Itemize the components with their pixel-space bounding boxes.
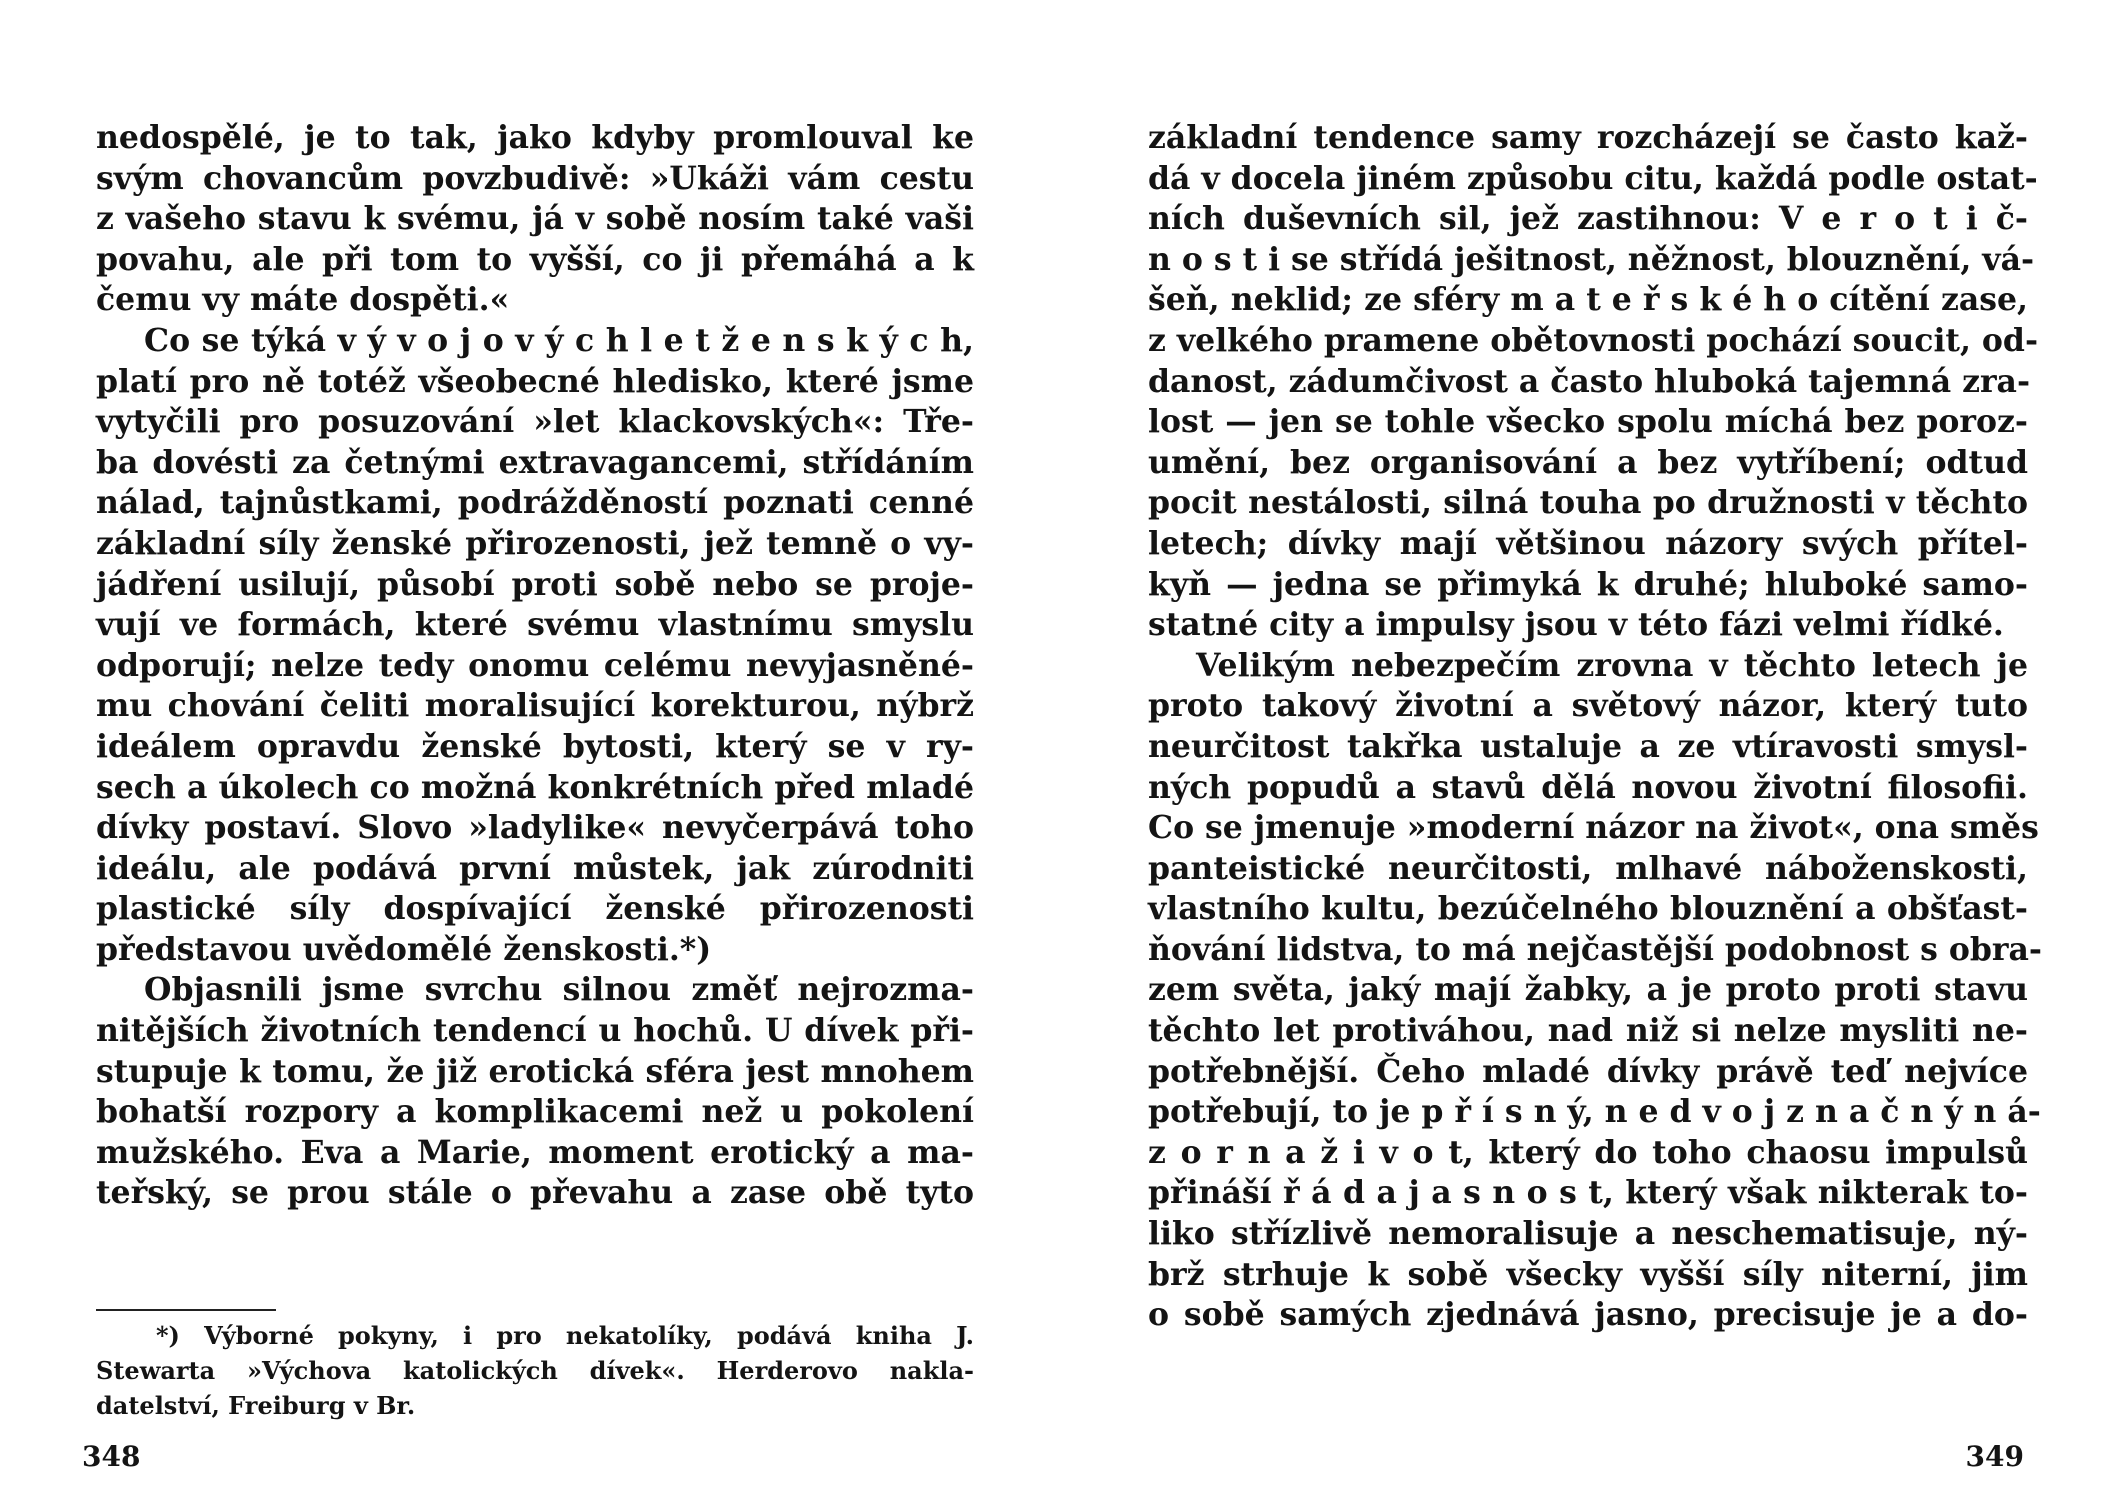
text-line: jádření usilují, působí proti sobě nebo se proje-: [96, 565, 974, 603]
text-line: čemu vy máte dospěti.«: [96, 281, 510, 319]
text-line: platí pro ně totéž všeobecné hledisko, které jsme: [96, 362, 974, 400]
text-line: představou uvědomělé ženskosti.*): [96, 930, 712, 968]
text-line: sech a úkolech co možná konkrétních před mladé: [96, 768, 974, 806]
text-line: pocit nestálosti, silná touha po družnosti v těchto: [1148, 484, 2028, 522]
text-line: z velkého pramene obětovnosti pochází soucit, od-: [1148, 321, 2039, 359]
text-line: neurčitost takřka ustaluje a ze vtíravosti smysl-: [1148, 727, 2028, 765]
text-line: letech; dívky mají většinou názory svých přítel-: [1148, 524, 2028, 562]
text-line: základní tendence samy rozcházejí se často kaž-: [1148, 119, 2028, 156]
text-line: plastické síly dospívající ženské přirozenosti: [96, 890, 974, 928]
text-line: potřebují, to je p ř í s n ý, n e d v o j z n a č n ý n á-: [1148, 1093, 2041, 1131]
footnote: [96, 1318, 974, 1423]
text-line: brž strhuje k sobě všecky vyšší síly niterní, jim: [1148, 1255, 2028, 1293]
text-line: odporují; nelze tedy onomu celému nevyjasněné-: [96, 646, 974, 684]
text-line: z o r n a ž i v o t, který do toho chaosu impulsů: [1148, 1133, 2028, 1171]
text-line: Objasnili jsme svrchu silnou změť nejrozma-: [144, 971, 974, 1009]
text-line: vlastního kultu, bezúčelného blouznění a obšťast-: [1148, 890, 2028, 928]
footnote-line: datelství, Freiburg v Br.: [96, 1391, 416, 1420]
text-line: dívky postaví. Slovo »ladylike« nevyčerpává toho: [96, 809, 974, 847]
text-line: těchto let protiváhou, nad niž si nelze mysliti ne-: [1148, 1012, 2028, 1050]
text-line: z vašeho stavu k svému, já v sobě nosím také vaši: [96, 200, 974, 238]
text-line: mu chování čeliti moralisující korekturou, nýbrž: [96, 687, 974, 725]
text-line: o sobě samých zjednává jasno, precisuje je a do-: [1148, 1296, 2028, 1334]
footnote-line: Stewarta »Výchova katolických dívek«. Herderovo nakla-: [96, 1356, 974, 1385]
text-line: základní síly ženské přirozenosti, jež temně o vy-: [96, 524, 974, 562]
text-line: Co se jmenuje »moderní názor na život«, ona směs: [1148, 809, 2039, 847]
text-line: stupuje k tomu, že již erotická sféra jest mnohem: [96, 1052, 974, 1090]
text-line: ňování lidstva, to má nejčastější podobnost s obra-: [1148, 930, 2042, 968]
text-line: ideálu, ale podává první můstek, jak zúrodniti: [96, 849, 974, 887]
footnote-line: *) Výborné pokyny, i pro nekatolíky, podává kniha J.: [156, 1321, 974, 1350]
right-page-text: [1148, 118, 2042, 1336]
text-line: šeň, neklid; ze sféry m a t e ř s k é h o cítění zase,: [1148, 281, 2028, 319]
text-line: zem světa, jaký mají žabky, a je proto proti stavu: [1148, 971, 2028, 1009]
text-line: nedospělé, je to tak, jako kdyby promlouval ke: [96, 119, 974, 156]
footnote-divider: [96, 1309, 276, 1311]
text-line: ních duševních sil, jež zastihnou: V e r o t i č-: [1148, 200, 2028, 238]
text-line: proto takový životní a světový názor, který tuto: [1148, 687, 2028, 725]
text-line: povahu, ale při tom to vyšší, co ji přemáhá a k: [96, 240, 974, 278]
text-line: dá v docela jiném způsobu citu, každá podle ostat-: [1148, 159, 2038, 197]
text-line: vytyčili pro posuzování »let klackovských«: Tře-: [96, 403, 974, 441]
text-line: lost — jen se tohle všecko spolu míchá bez poroz-: [1148, 403, 2028, 441]
page-number-left: 348: [82, 1440, 141, 1473]
text-line: teřský, se prou stále o převahu a zase obě tyto: [96, 1174, 974, 1212]
text-line: mužského. Eva a Marie, moment erotický a ma-: [96, 1133, 974, 1171]
text-line: bohatší rozpory a komplikacemi než u pokolení: [96, 1093, 974, 1131]
text-line: umění, bez organisování a bez vytříbení; odtud: [1148, 443, 2028, 481]
text-line: vují ve formách, které svému vlastnímu smyslu: [96, 606, 974, 644]
left-page-text: [96, 118, 974, 1214]
text-line: ných popudů a stavů dělá novou životní filosofii.: [1148, 768, 2028, 806]
text-line: kyň — jedna se přimyká k druhé; hluboké samo-: [1148, 565, 2028, 603]
text-line: danost, zádumčivost a často hluboká tajemná zra-: [1148, 362, 2031, 400]
text-line: statné city a impulsy jsou v této fázi velmi řídké.: [1148, 606, 2004, 644]
text-line: svým chovancům povzbudivě: »Ukáži vám cestu: [96, 159, 974, 197]
text-line: Velikým nebezpečím zrovna v těchto letech je: [1196, 646, 2028, 684]
text-line: n o s t i se střídá ješitnost, něžnost, blouznění, vá-: [1148, 240, 2035, 278]
text-line: Co se týká v ý v o j o v ý c h l e t ž e n s k ý c h,: [144, 321, 974, 359]
text-line: ba dovésti za četnými extravagancemi, střídáním: [96, 443, 974, 481]
text-line: panteistické neurčitosti, mlhavé nábožensko​sti,: [1148, 849, 2028, 887]
text-line: nitějších životních tendencí u hochů. U dívek při-: [96, 1012, 974, 1050]
text-line: ideálem opravdu ženské bytosti, který se v ry-: [96, 727, 974, 765]
text-line: přináší ř á d a j a s n o s t, který však nikterak to-: [1148, 1174, 2028, 1212]
text-line: liko střízlivě nemoralisuje a neschematisuje, ný-: [1148, 1215, 2028, 1253]
page-number-right: 349: [1965, 1440, 2024, 1473]
text-line: potřebnější. Čeho mladé dívky právě teď nejvíce: [1148, 1052, 2028, 1090]
text-line: nálad, tajnůstkami, podrážděností poznati cenné: [96, 484, 974, 522]
